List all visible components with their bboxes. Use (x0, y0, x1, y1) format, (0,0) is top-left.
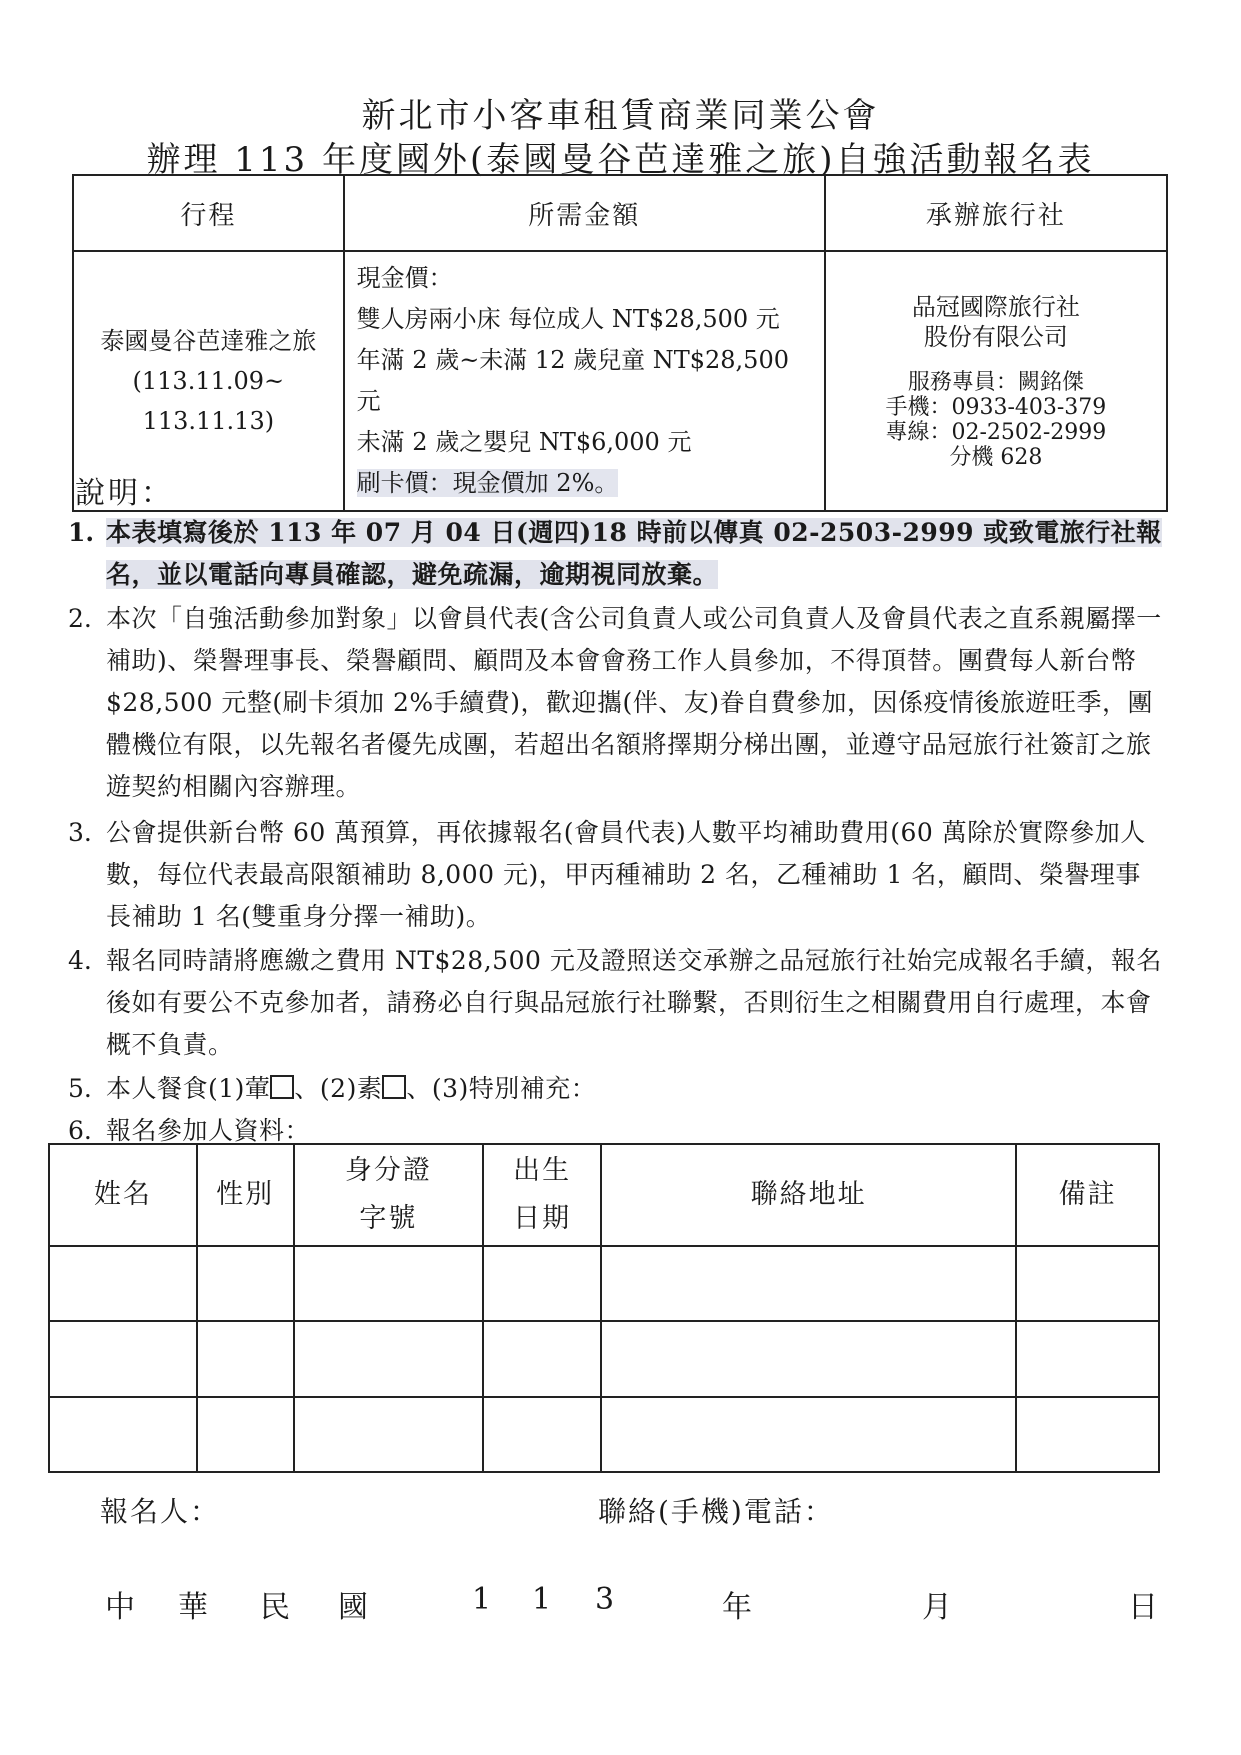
table-row (49, 1321, 1159, 1396)
note-1-text: 本表填寫後於 113 年 07 月 04 日(週四)18 時前以傳真 02-2503-2999 或致電旅行社報名，並以電話向專員確認，避免疏漏，逾期視同放棄。 (106, 518, 1162, 589)
col-address: 聯絡地址 (601, 1144, 1016, 1246)
price-cell (344, 251, 825, 511)
cell-gender[interactable] (197, 1321, 294, 1396)
explanation-heading: 說明： (75, 476, 174, 511)
note-3 (68, 812, 1163, 938)
date-char: 華 (178, 1590, 208, 1625)
cell-remarks[interactable] (1016, 1246, 1159, 1321)
col-remarks: 備註 (1016, 1144, 1159, 1246)
note-4-text: 報名同時請將應繳之費用 NT$28,500 元及證照送交承辦之品冠旅行社始完成報名手續，報名後如有要公不克參加者，請務必自行與品冠旅行社聯繫，否則衍生之相關費用自行處理，本會概不負責。 (106, 946, 1162, 1059)
form-title-event: 辦理 113 年度國外(泰國曼谷芭達雅之旅)自強活動報名表 (146, 140, 1095, 180)
note-1-number: 1. (68, 518, 95, 547)
date-year-digit: 1 (532, 1582, 552, 1617)
itinerary-name: 泰國曼谷芭達雅之旅 (100, 327, 317, 355)
contact-agent: 服務專員：闕銘傑 (907, 370, 1084, 395)
cell-address[interactable] (601, 1397, 1016, 1472)
cell-name[interactable] (49, 1321, 197, 1396)
note-6-text: 報名參加人資料： (106, 1116, 311, 1145)
date-char: 中 (105, 1590, 135, 1625)
cell-name[interactable] (49, 1246, 197, 1321)
date-day-label: 日 (1128, 1590, 1158, 1625)
note-5-meal-choice (68, 1068, 1163, 1110)
cell-address[interactable] (601, 1321, 1016, 1396)
contact-extension: 分機 628 (949, 445, 1043, 470)
cell-remarks[interactable] (1016, 1321, 1159, 1396)
date-year-label: 年 (722, 1590, 752, 1625)
header-amount: 所需金額 (344, 175, 825, 251)
price-line-cash: 現金價： (356, 264, 453, 292)
trip-info-table (72, 174, 1168, 512)
cell-name[interactable] (49, 1397, 197, 1472)
note-6-number: 6. (68, 1116, 92, 1145)
note-1 (68, 512, 1163, 596)
cell-remarks[interactable] (1016, 1397, 1159, 1472)
cell-id-number[interactable] (294, 1397, 484, 1472)
price-line-child: 年滿 2 歲~未滿 12 歲兒童 NT$28,500 元 (356, 346, 789, 415)
cell-id-number[interactable] (294, 1246, 484, 1321)
agency-name-line2: 股份有限公司 (923, 323, 1068, 351)
meal-label-special: 、(3)特別補充： (406, 1074, 597, 1103)
cell-address[interactable] (601, 1246, 1016, 1321)
meal-meat-checkbox[interactable] (270, 1075, 294, 1099)
note-3-text: 公會提供新台幣 60 萬預算，再依據報名(會員代表)人數平均補助費用(60 萬除於實際參加人數，每位代表最高限額補助 8,000 元)，甲丙種補助 2 名，乙種補助 1 名，顧問、榮譽理事長補助 1 名(雙重身分擇一補助)。 (106, 818, 1146, 931)
date-year-digit: 1 (472, 1582, 492, 1617)
col-gender: 性別 (197, 1144, 294, 1246)
cell-id-number[interactable] (294, 1321, 484, 1396)
date-month-label: 月 (922, 1590, 952, 1625)
contact-phone: 專線：02-2502-2999 (885, 420, 1107, 445)
date-char: 民 (260, 1590, 290, 1625)
cell-birth-date[interactable] (483, 1246, 601, 1321)
cell-birth-date[interactable] (483, 1397, 601, 1472)
cell-gender[interactable] (197, 1397, 294, 1472)
col-name: 姓名 (49, 1144, 197, 1246)
agency-cell (825, 251, 1167, 511)
date-year-digit: 3 (595, 1582, 615, 1617)
note-2-number: 2. (68, 604, 92, 633)
itinerary-dates-end: 113.11.13) (142, 407, 275, 435)
participant-table (48, 1143, 1160, 1473)
col-birth-date: 出生 日期 (483, 1144, 601, 1246)
contact-mobile: 手機：0933-403-379 (885, 395, 1107, 420)
price-line-adult: 雙人房兩小床 每位成人 NT$28,500 元 (356, 305, 780, 333)
agency-name-line1: 品冠國際旅行社 (911, 293, 1080, 321)
cell-birth-date[interactable] (483, 1321, 601, 1396)
col-id-number: 身分證 字號 (294, 1144, 484, 1246)
table-row (49, 1246, 1159, 1321)
phone-label: 聯絡(手機)電話： (598, 1495, 834, 1528)
note-2-text: 本次「自強活動參加對象」以會員代表(含公司負責人或公司負責人及會員代表之直系親屬擇一補助)、榮譽理事長、榮譽顧問、顧問及本會會務工作人員參加，不得頂替。團費每人新台幣$28,500 元整(刷卡須加 2%手續費)，歡迎攜(伴、友)眷自費參加，因係疫情後旅遊旺季，團體機位有限，以先報名者優先成團，若超出名額將擇期分梯出團，並遵守品冠旅行社簽訂之旅遊契約相關內容辦理。 (106, 604, 1162, 801)
note-4 (68, 940, 1163, 1066)
table-row (49, 1397, 1159, 1472)
signer-label: 報名人： (100, 1495, 221, 1528)
header-itinerary: 行程 (73, 175, 344, 251)
form-title-association: 新北市小客車租賃商業同業公會 (361, 96, 880, 136)
note-3-number: 3. (68, 818, 92, 847)
price-line-infant: 未滿 2 歲之嬰兒 NT$6,000 元 (356, 428, 692, 456)
date-char: 國 (338, 1590, 368, 1625)
price-line-card: 刷卡價：現金價加 2%。 (356, 469, 619, 497)
note-4-number: 4. (68, 946, 92, 975)
meal-label-meat: 本人餐食(1)葷 (106, 1074, 271, 1103)
note-5-number: 5. (68, 1074, 92, 1103)
itinerary-dates-start: (113.11.09~ (132, 367, 285, 395)
agency-contact (827, 370, 1165, 470)
header-agency: 承辦旅行社 (825, 175, 1167, 251)
cell-gender[interactable] (197, 1246, 294, 1321)
meal-label-veg: 、(2)素 (294, 1074, 383, 1103)
meal-veg-checkbox[interactable] (382, 1075, 406, 1099)
note-2 (68, 598, 1163, 808)
